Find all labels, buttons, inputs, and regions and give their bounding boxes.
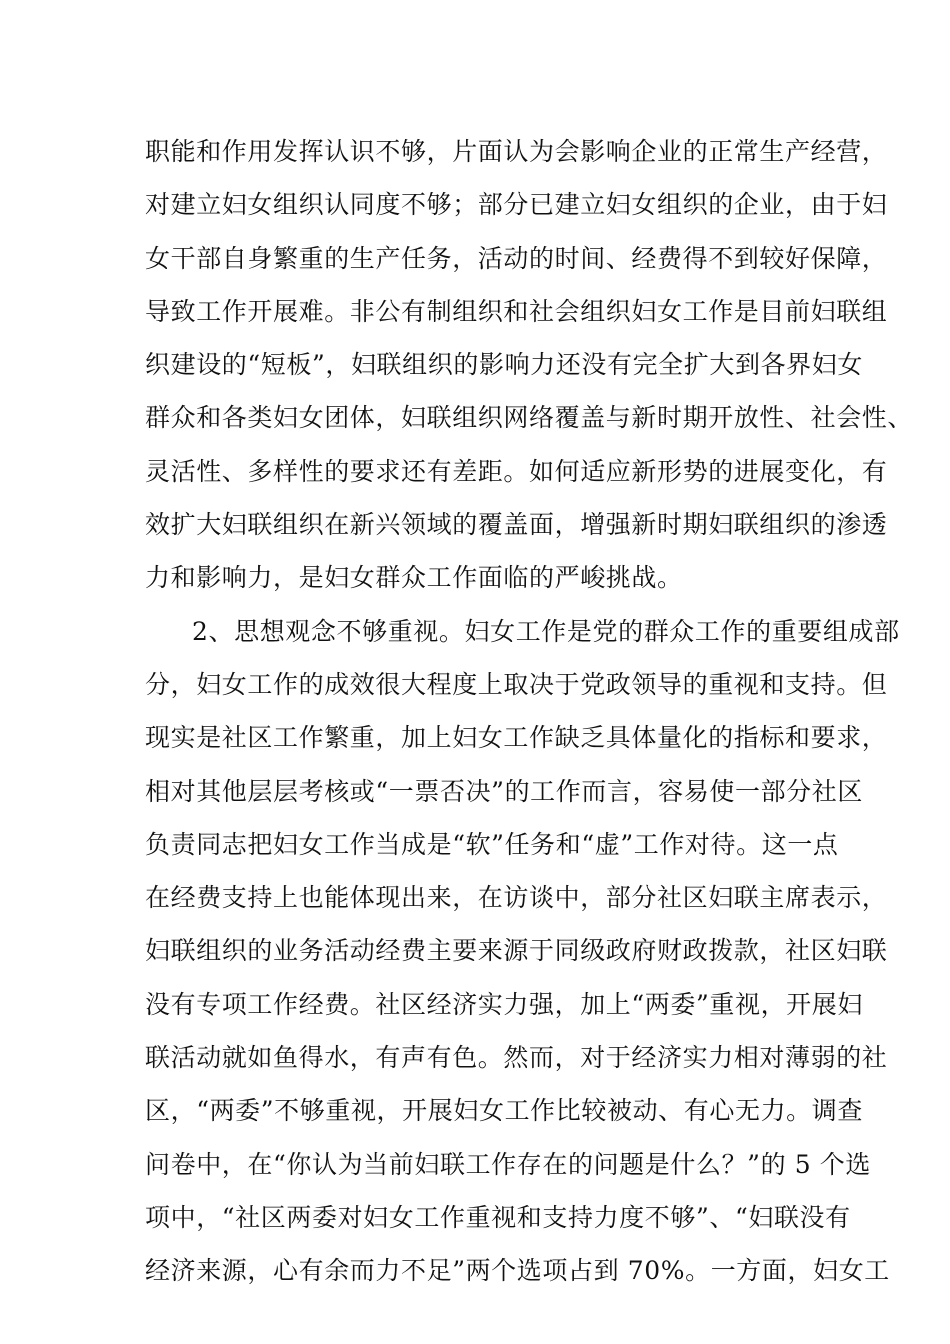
text-line: 联活动就如鱼得水，有声有色。然而，对于经济实力相对薄弱的社 xyxy=(145,1043,888,1073)
text-line: 职能和作用发挥认识不够，片面认为会影响企业的正常生产经营， xyxy=(145,137,888,166)
text-line: 对建立妇女组织认同度不够；部分已建立妇女组织的企业，由于妇 xyxy=(145,190,888,220)
text-line: 项中，“社区两委对妇女工作重视和支持力度不够”、“妇联没有 xyxy=(145,1202,851,1232)
text-line: 效扩大妇联组织在新兴领域的覆盖面，增强新时期妇联组织的渗透 xyxy=(145,510,888,540)
text-line: 相对其他层层考核或“一票否决”的工作而言，容易使一部分社区 xyxy=(145,776,863,806)
text-line: 力和影响力，是妇女群众工作面临的严峻挑战。 xyxy=(145,563,683,593)
text-line: 群众和各类妇女团体，妇联组织网络覆盖与新时期开放性、社会性、 xyxy=(145,403,914,433)
text-line: 妇联组织的业务活动经费主要来源于同级政府财政拨款，社区妇联 xyxy=(145,936,888,966)
text-line: 分，妇女工作的成效很大程度上取决于党政领导的重视和支持。但 xyxy=(145,669,888,699)
body-text xyxy=(145,125,914,1298)
text-line: 负责同志把妇女工作当成是“软”任务和“虚”工作对待。这一点 xyxy=(145,829,839,859)
text-line: 灵活性、多样性的要求还有差距。如何适应新形势的进展变化，有 xyxy=(145,456,888,486)
text-line: 经济来源，心有余而力不足”两个选项占到 70%。一方面，妇女工 xyxy=(145,1256,890,1286)
text-line: 织建设的“短板”，妇联组织的影响力还没有完全扩大到各界妇女 xyxy=(145,350,863,380)
text-line: 在经费支持上也能体现出来，在访谈中，部分社区妇联主席表示， xyxy=(145,883,888,913)
text-line: 问卷中，在“你认为当前妇联工作存在的问题是什么？”的 5 个选 xyxy=(145,1149,871,1179)
text-line: 没有专项工作经费。社区经济实力强，加上“两委”重视，开展妇 xyxy=(145,989,863,1019)
paragraph-start-line: 2、思想观念不够重视。妇女工作是党的群众工作的重要组成部 xyxy=(192,616,900,646)
text-line: 女干部自身繁重的生产任务，活动的时间、经费得不到较好保障， xyxy=(145,243,888,273)
text-line: 区，“两委”不够重视，开展妇女工作比较被动、有心无力。调查 xyxy=(145,1096,863,1126)
text-line: 现实是社区工作繁重，加上妇女工作缺乏具体量化的指标和要求， xyxy=(145,723,888,753)
text-line: 导致工作开展难。非公有制组织和社会组织妇女工作是目前妇联组 xyxy=(145,296,888,326)
